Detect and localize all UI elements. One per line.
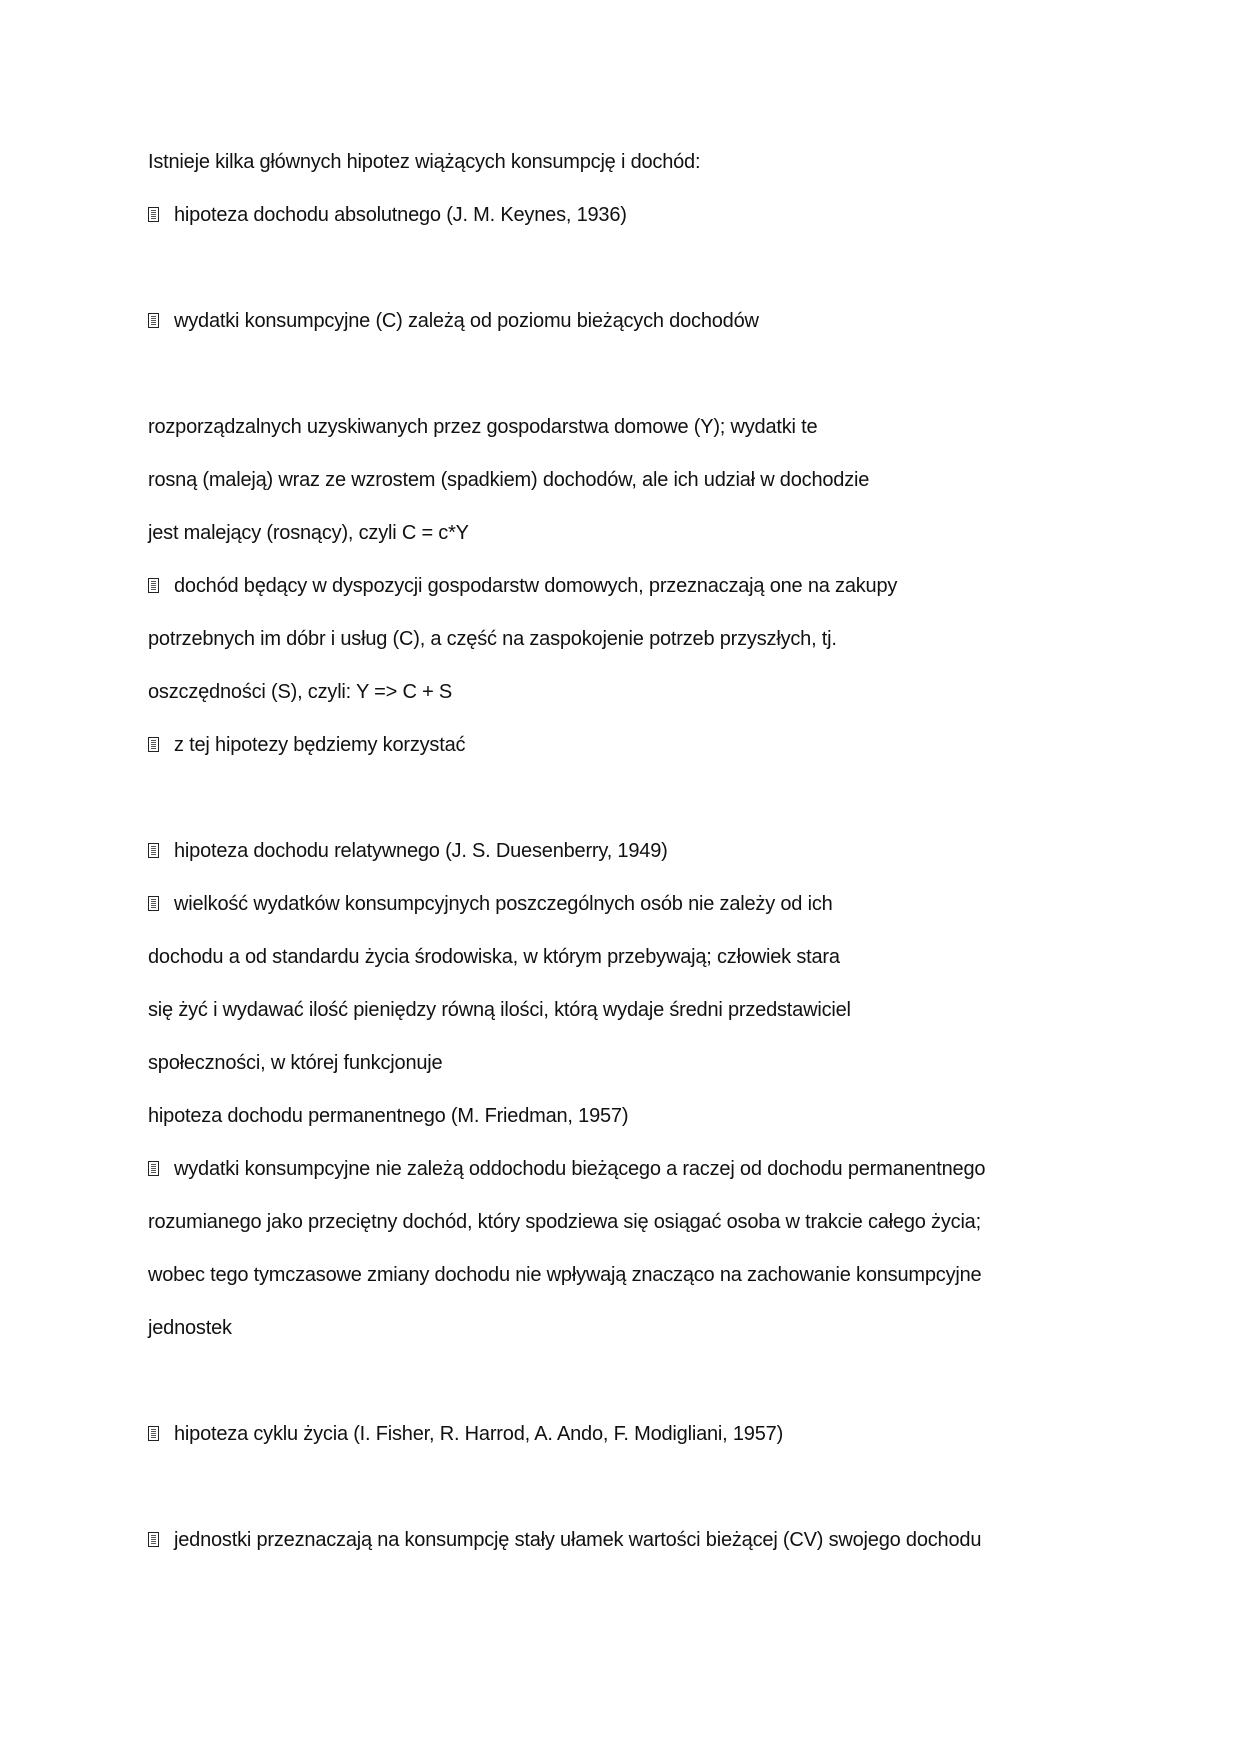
bullet-line	[148, 573, 897, 599]
line-text: się żyć i wydawać ilość pieniędzy równą ilości, którą wydaje średni przedstawiciel	[148, 999, 851, 1021]
bullet-line	[148, 732, 465, 758]
line-text: hipoteza dochodu absolutnego (J. M. Keynes, 1936)	[174, 204, 627, 226]
line-text: dochodu a od standardu życia środowiska, w którym przebywają; człowiek stara	[148, 946, 840, 968]
bullet-line	[148, 838, 668, 864]
bullet-line	[148, 202, 627, 228]
missing-glyph-icon	[148, 737, 159, 752]
line-text: hipoteza cyklu życia (I. Fisher, R. Harrod, A. Ando, F. Modigliani, 1957)	[174, 1423, 784, 1445]
bullet-line	[148, 1421, 783, 1447]
text-line	[148, 1315, 232, 1341]
intro-line	[148, 149, 700, 175]
line-text: rosną (maleją) wraz ze wzrostem (spadkiem) dochodów, ale ich udział w dochodzie	[148, 469, 870, 491]
missing-glyph-icon	[148, 1426, 159, 1441]
text-line	[148, 944, 840, 970]
line-text: wydatki konsumpcyjne nie zależą oddochodu bieżącego a raczej od dochodu permanentnego	[174, 1158, 986, 1180]
bullet-line	[148, 308, 759, 334]
line-text: rozporządzalnych uzyskiwanych przez gospodarstwa domowe (Y); wydatki te	[148, 416, 818, 438]
line-text: wielkość wydatków konsumpcyjnych poszczególnych osób nie zależy od ich	[174, 893, 833, 915]
line-text: hipoteza dochodu relatywnego (J. S. Duesenberry, 1949)	[174, 840, 668, 862]
text-line	[148, 1209, 981, 1235]
missing-glyph-icon	[148, 578, 159, 593]
text-line	[148, 1103, 628, 1129]
text-line	[148, 1050, 442, 1076]
missing-glyph-icon	[148, 896, 159, 911]
bullet-line	[148, 891, 833, 917]
line-text: jest malejący (rosnący), czyli C = c*Y	[148, 522, 469, 544]
line-text: oszczędności (S), czyli: Y => C + S	[148, 681, 453, 703]
missing-glyph-icon	[148, 1532, 159, 1547]
bullet-line	[148, 1156, 985, 1182]
text-line	[148, 1262, 981, 1288]
text-line	[148, 679, 452, 705]
text-line	[148, 626, 837, 652]
text-line	[148, 467, 869, 493]
missing-glyph-icon	[148, 843, 159, 858]
line-text: jednostki przeznaczają na konsumpcję stały ułamek wartości bieżącej (CV) swojego dochodu	[174, 1529, 982, 1551]
line-text: społeczności, w której funkcjonuje	[148, 1052, 443, 1074]
line-text: wobec tego tymczasowe zmiany dochodu nie wpływają znacząco na zachowanie konsumpcyjne	[148, 1264, 982, 1286]
missing-glyph-icon	[148, 313, 159, 328]
text-line	[148, 520, 469, 546]
missing-glyph-icon	[148, 207, 159, 222]
line-text: dochód będący w dyspozycji gospodarstw domowych, przeznaczają one na zakupy	[174, 575, 898, 597]
line-text: rozumianego jako przeciętny dochód, który spodziewa się osiągać osoba w trakcie całego życia;	[148, 1211, 981, 1233]
line-text: Istnieje kilka głównych hipotez wiążących konsumpcję i dochód:	[148, 151, 701, 173]
text-line	[148, 414, 817, 440]
bullet-line	[148, 1527, 981, 1553]
line-text: jednostek	[148, 1317, 232, 1339]
line-text: z tej hipotezy będziemy korzystać	[174, 734, 466, 756]
text-line	[148, 997, 851, 1023]
line-text: wydatki konsumpcyjne (C) zależą od poziomu bieżących dochodów	[174, 310, 759, 332]
line-text: hipoteza dochodu permanentnego (M. Friedman, 1957)	[148, 1105, 629, 1127]
missing-glyph-icon	[148, 1161, 159, 1176]
line-text: potrzebnych im dóbr i usług (C), a część na zaspokojenie potrzeb przyszłych, tj.	[148, 628, 837, 650]
